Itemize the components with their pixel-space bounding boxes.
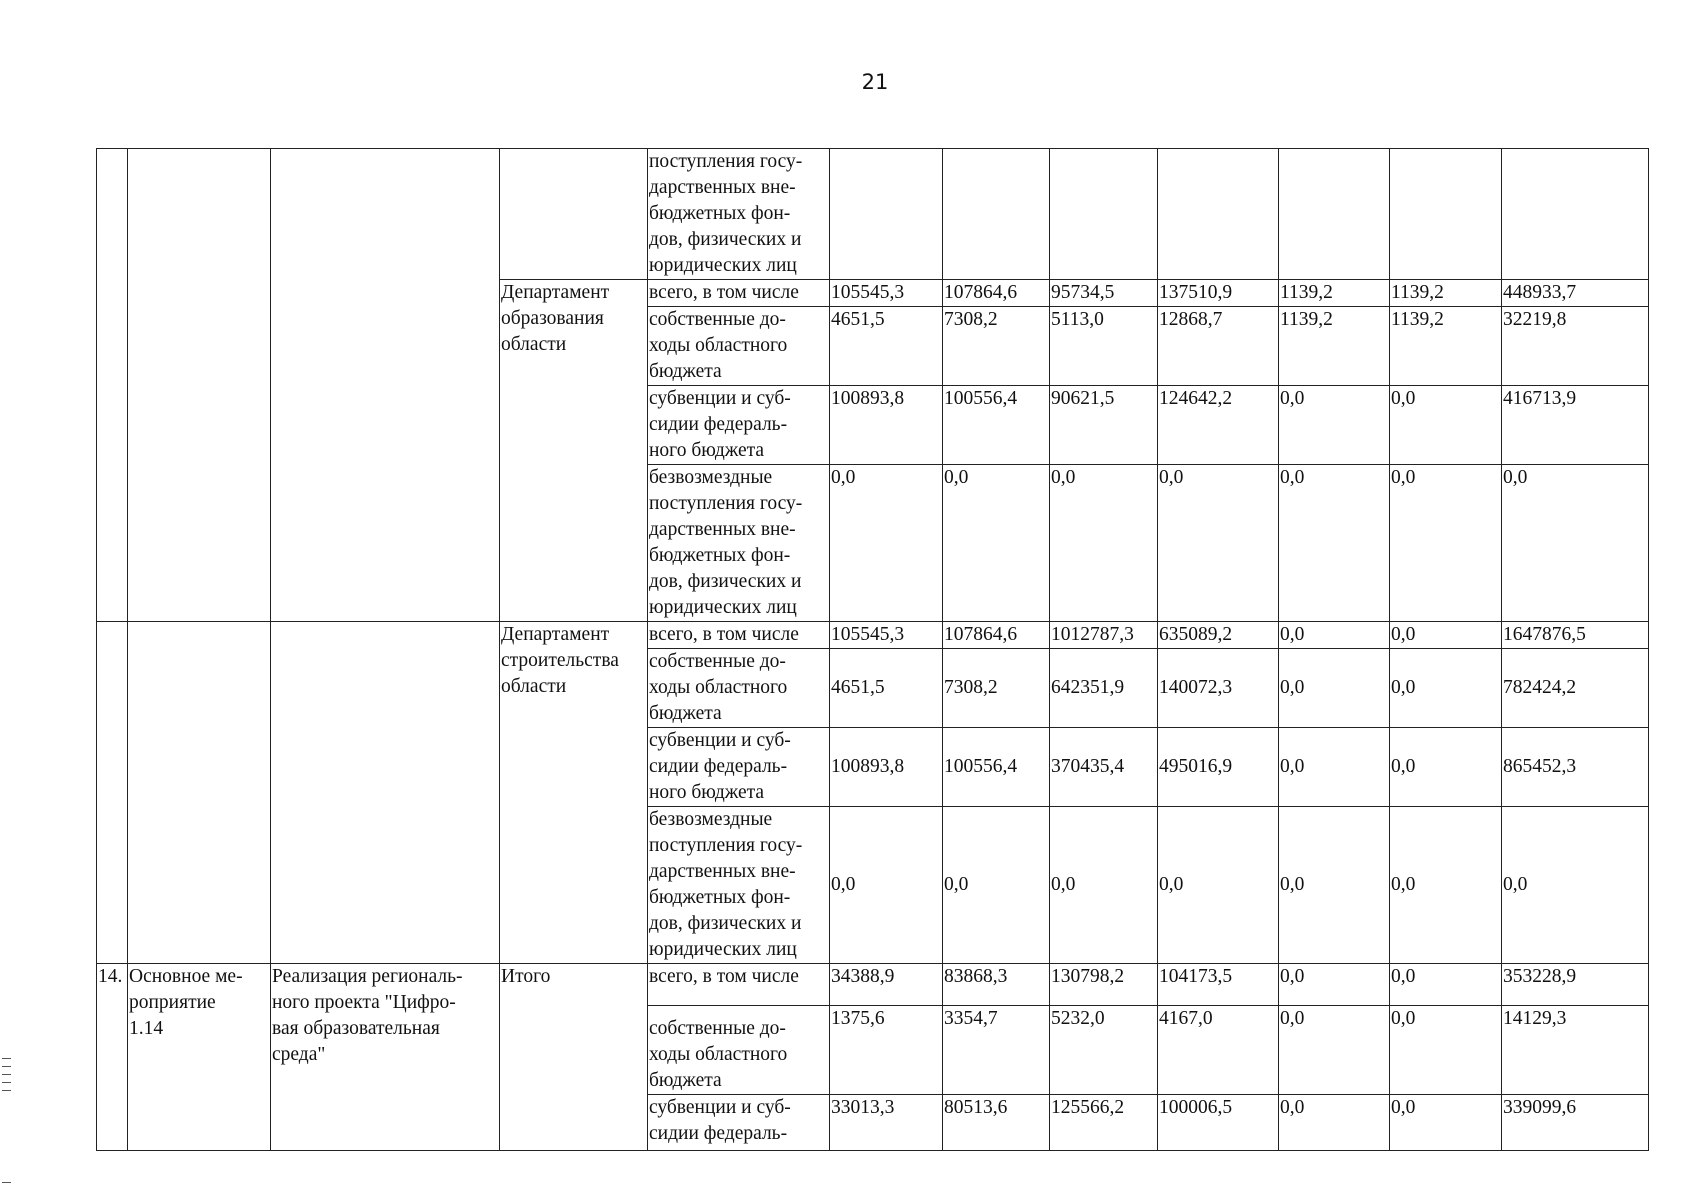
scan-edge-mark [2,1066,11,1067]
value-cell: 0,0 [1279,964,1390,1006]
value-cell: 370435,4 [1050,728,1158,807]
value-cell: 0,0 [1279,649,1390,728]
value-cell: 0,0 [1390,807,1502,964]
value-cell [1390,149,1502,280]
activity-name-cell [128,149,271,622]
table-row [97,149,1649,280]
value-cell: 0,0 [1279,728,1390,807]
funding-source-cell: всего, в том числе [648,964,830,1006]
value-cell: 0,0 [830,807,943,964]
value-cell: 0,0 [1279,1095,1390,1151]
value-cell: 34388,9 [830,964,943,1006]
value-cell: 0,0 [1158,807,1279,964]
value-cell: 0,0 [1390,964,1502,1006]
value-cell [1158,149,1279,280]
total-cell: 865452,3 [1502,728,1649,807]
table-row [97,964,1649,1006]
value-cell: 5232,0 [1050,1006,1158,1095]
value-cell: 0,0 [1390,622,1502,649]
value-cell: 4651,5 [830,649,943,728]
value-cell: 1139,2 [1279,307,1390,386]
value-cell: 0,0 [1279,386,1390,465]
value-cell: 1139,2 [1390,280,1502,307]
funding-source-cell: всего, в том числе [648,280,830,307]
value-cell: 125566,2 [1050,1095,1158,1151]
value-cell: 100893,8 [830,728,943,807]
value-cell: 90621,5 [1050,386,1158,465]
scan-edge-mark [2,1082,11,1083]
value-cell: 0,0 [1279,622,1390,649]
value-cell: 0,0 [1050,465,1158,622]
activity-description-cell [271,149,500,622]
value-cell [1279,149,1390,280]
value-cell: 1139,2 [1279,280,1390,307]
total-cell: 32219,8 [1502,307,1649,386]
value-cell: 124642,2 [1158,386,1279,465]
value-cell: 7308,2 [943,307,1050,386]
value-cell: 105545,3 [830,280,943,307]
value-cell: 95734,5 [1050,280,1158,307]
funding-source-cell: безвозмездные поступления госу- дарственных вне- бюджетных фон- дов, физических и юридических лиц [648,807,830,964]
budget-table [96,148,1649,1151]
funding-source-cell: субвенции и суб- сидии федераль- [648,1095,830,1151]
value-cell: 137510,9 [1158,280,1279,307]
value-cell: 0,0 [1050,807,1158,964]
value-cell: 140072,3 [1158,649,1279,728]
scan-edge-mark [2,1182,11,1183]
funding-source-cell: субвенции и суб- сидии федераль- ного бюджета [648,728,830,807]
value-cell: 4651,5 [830,307,943,386]
value-cell: 0,0 [1158,465,1279,622]
value-cell: 1012787,3 [1050,622,1158,649]
value-cell: 0,0 [1279,465,1390,622]
page-number: 21 [861,70,889,94]
value-cell: 3354,7 [943,1006,1050,1095]
value-cell: 0,0 [1279,1006,1390,1095]
executor-cell: Департамент образования области [500,280,648,622]
funding-source-cell: всего, в том числе [648,622,830,649]
value-cell: 0,0 [943,465,1050,622]
value-cell [1050,149,1158,280]
value-cell: 104173,5 [1158,964,1279,1006]
funding-source-cell: субвенции и суб- сидии федераль- ного бюджета [648,386,830,465]
value-cell: 105545,3 [830,622,943,649]
value-cell: 0,0 [830,465,943,622]
num-cell [97,149,128,622]
value-cell: 80513,6 [943,1095,1050,1151]
value-cell: 100556,4 [943,386,1050,465]
value-cell: 100893,8 [830,386,943,465]
total-cell: 448933,7 [1502,280,1649,307]
value-cell: 642351,9 [1050,649,1158,728]
total-cell: 1647876,5 [1502,622,1649,649]
value-cell: 0,0 [1279,807,1390,964]
value-cell: 4167,0 [1158,1006,1279,1095]
num-cell: 14. [97,964,128,1151]
funding-source-cell: поступления госу- дарственных вне- бюджетных фон- дов, физических и юридических лиц [648,149,830,280]
value-cell: 107864,6 [943,622,1050,649]
value-cell: 0,0 [1390,1006,1502,1095]
total-cell: 14129,3 [1502,1006,1649,1095]
value-cell: 100556,4 [943,728,1050,807]
value-cell: 83868,3 [943,964,1050,1006]
value-cell: 0,0 [1390,728,1502,807]
funding-source-cell: собственные до- ходы областного бюджета [648,307,830,386]
value-cell: 130798,2 [1050,964,1158,1006]
value-cell: 1139,2 [1390,307,1502,386]
activity-name-cell: Основное ме- роприятие 1.14 [128,964,271,1151]
activity-name-cell [128,622,271,964]
value-cell: 100006,5 [1158,1095,1279,1151]
total-cell: 416713,9 [1502,386,1649,465]
value-cell [830,149,943,280]
total-cell: 353228,9 [1502,964,1649,1006]
total-cell: 0,0 [1502,807,1649,964]
funding-source-cell: собственные до- ходы областного бюджета [648,649,830,728]
scan-edge-mark [2,1090,11,1091]
activity-description-cell [271,622,500,964]
value-cell: 33013,3 [830,1095,943,1151]
table-row [97,622,1649,649]
value-cell: 107864,6 [943,280,1050,307]
value-cell: 0,0 [943,807,1050,964]
total-cell: 782424,2 [1502,649,1649,728]
total-cell: 339099,6 [1502,1095,1649,1151]
executor-cell [500,149,648,280]
funding-source-cell: собственные до- ходы областного бюджета [648,1006,830,1095]
value-cell: 1375,6 [830,1006,943,1095]
value-cell: 0,0 [1390,1095,1502,1151]
funding-source-cell: безвозмездные поступления госу- дарственных вне- бюджетных фон- дов, физических и юридических лиц [648,465,830,622]
value-cell: 7308,2 [943,649,1050,728]
activity-description-cell: Реализация региональ- ного проекта "Цифро- вая образовательная среда" [271,964,500,1151]
total-cell [1502,149,1649,280]
value-cell: 12868,7 [1158,307,1279,386]
executor-cell: Департамент строительства области [500,622,648,964]
value-cell: 0,0 [1390,465,1502,622]
value-cell [943,149,1050,280]
value-cell: 635089,2 [1158,622,1279,649]
value-cell: 495016,9 [1158,728,1279,807]
scan-edge-mark [2,1074,11,1075]
value-cell: 5113,0 [1050,307,1158,386]
total-cell: 0,0 [1502,465,1649,622]
executor-cell: Итого [500,964,648,1151]
scan-edge-mark [2,1058,11,1059]
value-cell: 0,0 [1390,649,1502,728]
value-cell: 0,0 [1390,386,1502,465]
num-cell [97,622,128,964]
